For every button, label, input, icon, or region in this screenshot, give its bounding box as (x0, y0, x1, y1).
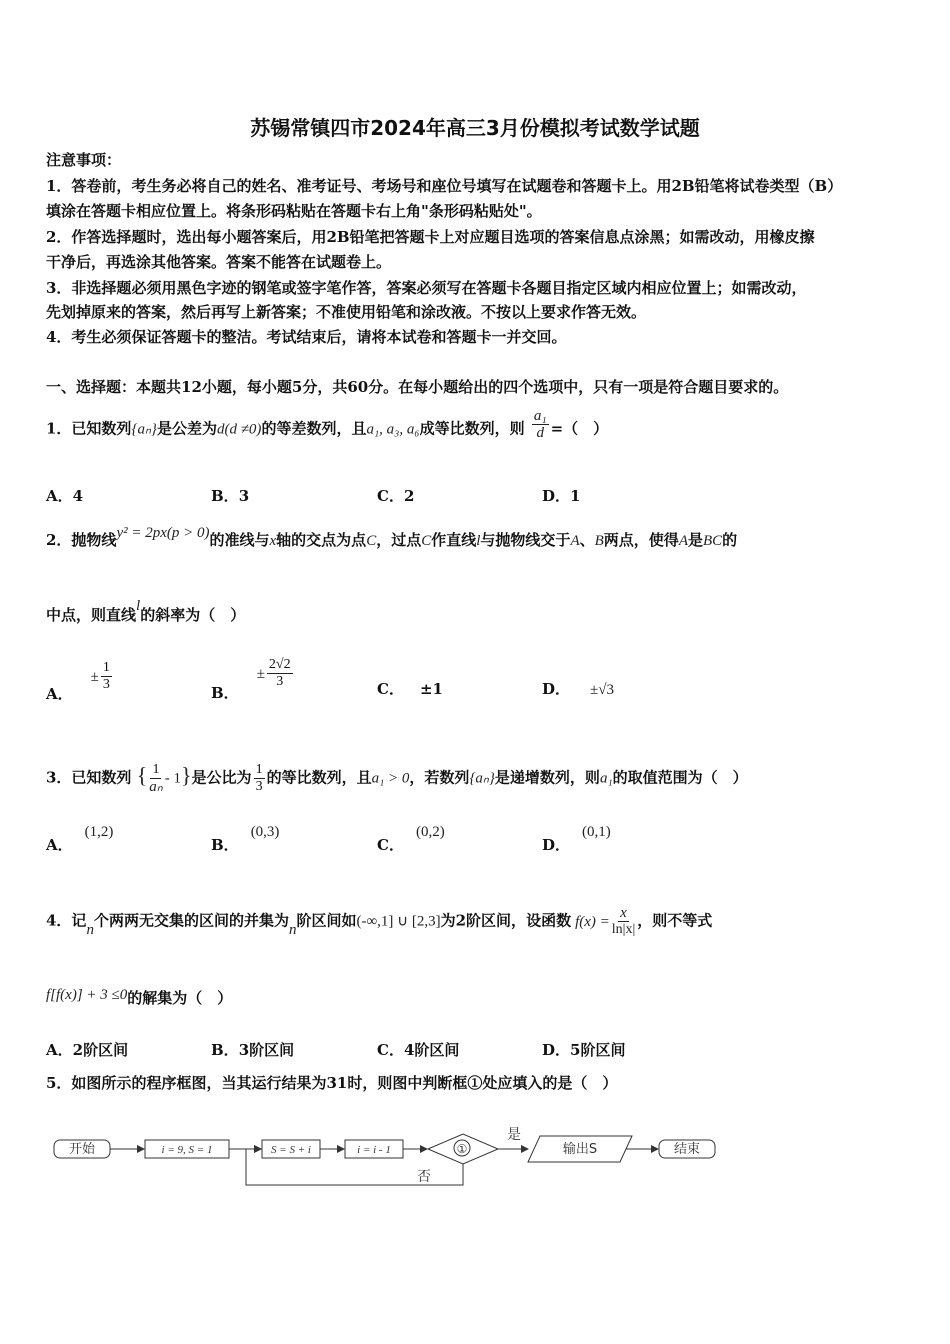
flow-sum-label: S = S + i (271, 1144, 311, 1156)
q1-option-b[interactable]: B．3 (211, 487, 250, 505)
q1-option-d[interactable]: D．1 (542, 487, 581, 505)
q3-option-a[interactable]: A．(1,2) (46, 824, 114, 854)
q1-text: =（ ） (550, 419, 609, 438)
notice-line: 4．考生必须保证答题卡的整洁。考试结束后，请将本试卷和答题卡一并交回。 (46, 328, 567, 346)
flow-yes-label: 是 (507, 1127, 521, 1143)
q4-option-c[interactable]: C．4阶区间 (377, 1041, 460, 1059)
flow-init-label: i = 9, S = 1 (161, 1144, 213, 1156)
notice-line: 填涂在答题卡相应位置上。将条形码粘贴在答题卡右上角"条形码粘贴处"。 (46, 202, 542, 220)
flowchart (50, 1125, 730, 1195)
q1-option-c[interactable]: C．2 (377, 487, 415, 505)
question-4-cont: f[f(x)] + 3 ≤0的解集为（ ） (46, 987, 233, 1007)
flow-condition-label: ① (456, 1142, 468, 1156)
q3-fraction: $\frac{1}{\text{aₙ}}$ (149, 762, 163, 795)
question-4: 4．记n个两两无交集的区间的并集为n阶区间如(-∞,1] ∪ [2,3]为2阶区间，设函数 f(x) = $\frac{x}{\ln|x|}$ ，则不等式 (46, 905, 713, 938)
q2-option-a[interactable]: A．± $\frac{1}{3}$ (46, 660, 110, 703)
q1-math: d(d ≠0) (216, 421, 262, 438)
q4-fraction: $\frac{x}{\ln|x|}$ (611, 905, 636, 937)
question-2: 2．抛物线y² = 2px(p > 0)的准线与x轴的交点为点C，过点C作直线l与抛物线交于A、B两点，使得A是BC的 (46, 525, 738, 549)
q1-text: 的等差数列，且 (261, 419, 367, 438)
question-3: 3．已知数列 { $\frac{1}{\text{aₙ}}$ - 1}是公比为 $\frac{1}{3}$ 的等比数列，且a₁ > 0，若数列{aₙ}是递增数列，则a₁的取值范围为（ ） (46, 762, 748, 795)
q2-option-c[interactable]: C． ±1 (377, 680, 443, 698)
q1-option-a[interactable]: A．4 (46, 487, 84, 505)
q1-text: 成等比数列，则 (419, 419, 525, 438)
question-2-cont: 中点，则直线l的斜率为（ ） (46, 598, 246, 624)
flow-dec-label: i = i - 1 (357, 1144, 391, 1156)
q4-option-a[interactable]: A．2阶区间 (46, 1041, 129, 1059)
q1-math: a₁, a₃, a₆ (366, 421, 420, 438)
q4-option-d[interactable]: D．5阶区间 (542, 1041, 626, 1059)
section-heading: 一、选择题：本题共12小题，每小题5分，共60分。在每小题给出的四个选项中，只有一项是符合题目要求的。 (46, 378, 789, 396)
question-5: 5．如图所示的程序框图，当其运行结果为31时，则图中判断框①处应填入的是（ ） (46, 1074, 618, 1092)
notice-line: 干净后，再选涂其他答案。答案不能答在试题卷上。 (46, 253, 392, 271)
flow-end-label: 结束 (673, 1142, 701, 1157)
q4-option-b[interactable]: B．3阶区间 (211, 1041, 295, 1059)
notice-line: 3．非选择题必须用黑色字迹的钢笔或签字笔作答，答案必须写在答题卡各题目指定区域内相应位置上；如需改动， (46, 279, 807, 297)
notice-line: 先划掉原来的答案，然后再写上新答案；不准使用铅笔和涂改液。不按以上要求作答无效。 (46, 303, 647, 321)
flow-no-label: 否 (417, 1169, 431, 1185)
q1-math: {aₙ} (131, 421, 157, 438)
notice-line: 1．答卷前，考生务必将自己的姓名、准考证号、考场号和座位号填写在试题卷和答题卡上。用2B铅笔将试卷类型（B） (46, 177, 843, 195)
q1-fraction: $\frac{\text{a₁}}{d}$ (533, 408, 547, 441)
q2-option-b[interactable]: B．± $\frac{2√2}{3}$ (211, 657, 291, 702)
q3-option-b[interactable]: B．(0,3) (211, 824, 280, 854)
q2-option-d[interactable]: D． ±√3 (542, 680, 614, 698)
q3-option-d[interactable]: D．(0,1) (542, 824, 611, 854)
question-1 (46, 408, 916, 441)
q1-text: 1．已知数列 (46, 419, 132, 438)
notice-line: 2．作答选择题时，选出每小题答案后，用2B铅笔把答题卡上对应题目选项的答案信息点涂黑；如需改动，用橡皮擦 (46, 228, 815, 246)
notice-heading: 注意事项： (46, 151, 122, 169)
flow-start-label: 开始 (68, 1142, 96, 1157)
flow-output-label: 输出S (562, 1142, 598, 1157)
q3-option-c[interactable]: C．(0,2) (377, 824, 445, 854)
q1-text: 是公差为 (156, 419, 217, 438)
q2-math: y² = 2px(p > 0) (116, 525, 210, 541)
page-title: 苏锡常镇四市2024年高三3月份模拟考试数学试题 (250, 116, 700, 140)
